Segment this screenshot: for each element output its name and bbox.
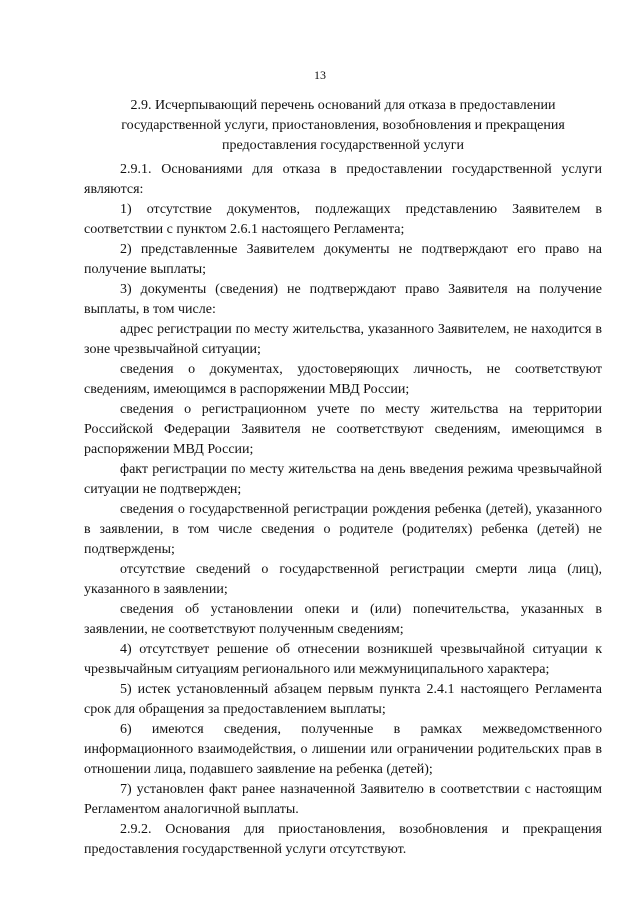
paragraph-item-2: 2) представленные Заявителем документы не подтверждают его право на получение выплаты; <box>84 242 602 277</box>
paragraph-sub-death: отсутствие сведений о государственной регистрации смерти лица (лиц), указанного в заявлении; <box>84 562 602 597</box>
paragraph-sub-registration: сведения о регистрационном учете по месту жительства на территории Российской Федерации Заявителя не соответствуют сведениям, имеющимся в распоряжении МВД России; <box>84 402 602 457</box>
section-body <box>84 160 602 860</box>
paragraph-sub-registration-fact: факт регистрации по месту жительства на день введения режима чрезвычайной ситуации не подтвержден; <box>84 462 602 497</box>
paragraph-sub-address: адрес регистрации по месту жительства, указанного Заявителем, не находится в зоне чрезвычайной ситуации; <box>84 322 602 357</box>
paragraph-sub-guardianship: сведения об установлении опеки и (или) попечительства, указанных в заявлении, не соответствуют полученным сведениям; <box>84 602 602 637</box>
paragraph-item-7: 7) установлен факт ранее назначенной Заявителю в соответствии с настоящим Регламентом аналогичной выплаты. <box>84 782 602 817</box>
paragraph-item-6: 6) имеются сведения, полученные в рамках межведомственного информационного взаимодействия, о лишении или ограничении родительских прав в отношении лица, подавшего заявление на ребенка (детей); <box>84 722 602 777</box>
section-heading: 2.9. Исчерпывающий перечень оснований для отказа в предоставлении государственной услуги, приостановления, возобновления и прекращения предоставления государственной услуги <box>121 98 565 153</box>
paragraph-item-4: 4) отсутствует решение об отнесении возникшей чрезвычайной ситуации к чрезвычайным ситуациям регионального или межмуниципального характера; <box>84 642 602 677</box>
paragraph-sub-birth: сведения о государственной регистрации рождения ребенка (детей), указанного в заявлении, в том числе сведения о родителе (родителях) ребенка (детей) не подтверждены; <box>84 502 602 557</box>
paragraph-item-3: 3) документы (сведения) не подтверждают право Заявителя на получение выплаты, в том числе: <box>84 282 602 317</box>
page-number: 13 <box>314 68 326 82</box>
paragraph-2-9-1: 2.9.1. Основаниями для отказа в предоставлении государственной услуги являются: <box>84 162 602 197</box>
paragraph-sub-identity: сведения о документах, удостоверяющих личность, не соответствуют сведениям, имеющимся в распоряжении МВД России; <box>84 362 602 397</box>
paragraph-item-5: 5) истек установленный абзацем первым пункта 2.4.1 настоящего Регламента срок для обращения за предоставлением выплаты; <box>84 682 602 717</box>
paragraph-item-1: 1) отсутствие документов, подлежащих представлению Заявителем в соответствии с пунктом 2.6.1 настоящего Регламента; <box>84 202 602 237</box>
paragraph-2-9-2: 2.9.2. Основания для приостановления, возобновления и прекращения предоставления государственной услуги отсутствуют. <box>84 822 602 857</box>
